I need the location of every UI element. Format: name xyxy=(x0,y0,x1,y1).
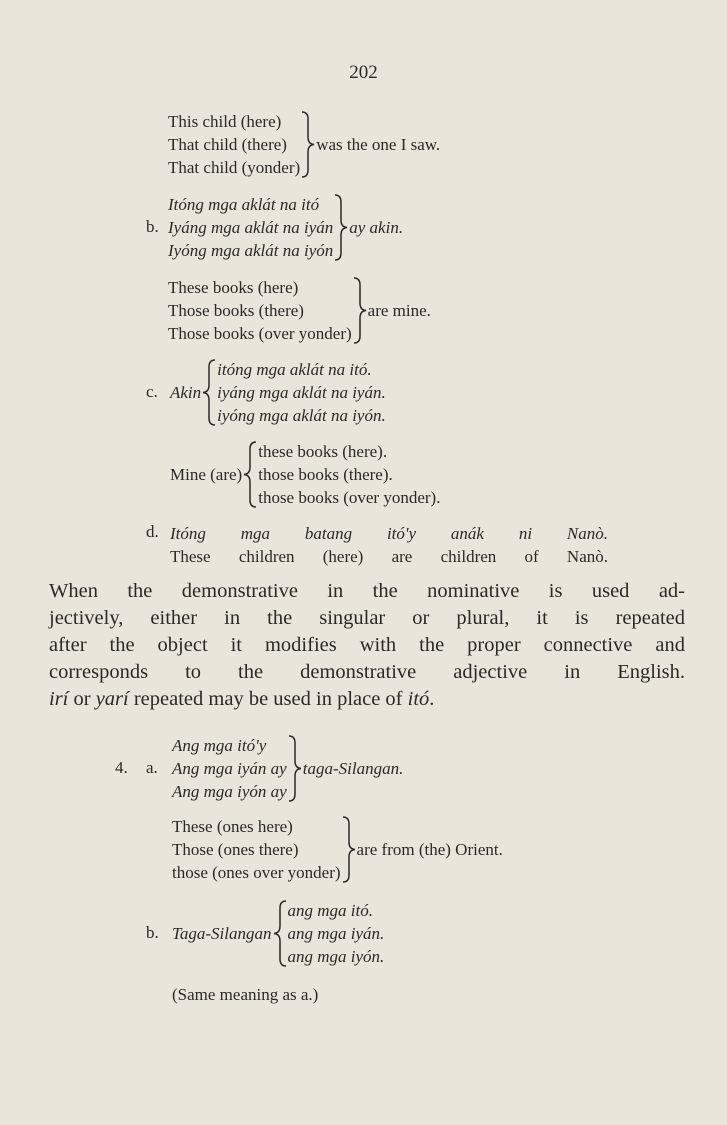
example-subject: Taga-Silangan xyxy=(172,924,272,943)
example-subject: Mine (are) xyxy=(170,465,243,484)
example-line: Ang mga iyón ay xyxy=(172,782,287,801)
example-line: ang mga itó. xyxy=(287,901,373,920)
word: children xyxy=(238,547,295,566)
example-child xyxy=(168,110,440,179)
example-line: Itóng mga aklát na itó xyxy=(168,195,320,214)
paragraph-line: after the object it modifies with the proper connective and xyxy=(49,634,685,656)
right-brace xyxy=(333,193,349,262)
example-lines xyxy=(217,358,386,427)
page-number: 202 xyxy=(349,62,378,83)
word: batang xyxy=(304,524,353,543)
example-label: b. xyxy=(146,217,159,236)
example-line: Those (ones there) xyxy=(172,840,299,859)
left-brace xyxy=(272,899,288,968)
english-sentence xyxy=(170,545,608,568)
example-line: iyóng mga aklát na iyón. xyxy=(217,406,386,425)
word: Itóng xyxy=(170,524,206,543)
left-brace xyxy=(242,440,258,509)
example-lines xyxy=(168,276,352,345)
note: (Same meaning as a.) xyxy=(172,985,319,1004)
right-brace xyxy=(352,276,368,345)
example-line: itóng mga aklát na itó. xyxy=(217,360,372,379)
paragraph-line xyxy=(49,686,685,713)
example-lines xyxy=(168,110,300,179)
example-label: b. xyxy=(146,923,159,942)
term: irí xyxy=(49,688,69,710)
example-line: These (ones here) xyxy=(172,817,293,836)
word: These xyxy=(170,547,211,566)
example-label: a. xyxy=(146,758,158,777)
example-lines xyxy=(258,440,440,509)
example-predicate: taga-Silangan. xyxy=(302,759,404,778)
example-b xyxy=(168,193,403,262)
word: (here) xyxy=(322,547,364,566)
example-predicate: was the one I saw. xyxy=(316,135,441,154)
term: itó xyxy=(407,688,430,710)
paragraph-line: jectively, either in the singular or plural, it is repeated xyxy=(49,607,685,629)
example-line: these books (here). xyxy=(258,442,388,461)
example-line: iyáng mga aklát na iyán. xyxy=(217,383,386,402)
word: itó'y xyxy=(386,524,417,543)
example-number: 4. xyxy=(115,758,128,777)
word: are xyxy=(391,547,413,566)
word: of xyxy=(524,547,539,566)
example-predicate: are mine. xyxy=(367,301,431,320)
example-predicate: are from (the) Orient. xyxy=(356,840,503,859)
example-predicate: ay akin. xyxy=(349,218,404,237)
right-brace xyxy=(300,110,316,179)
example-4b xyxy=(172,899,384,968)
body-paragraph xyxy=(49,578,685,713)
example-line: That child (there) xyxy=(168,135,287,154)
text: . xyxy=(429,688,435,710)
text: repeated may be used in place of xyxy=(128,688,408,710)
term: yarí xyxy=(95,688,129,710)
example-c xyxy=(170,358,386,427)
example-lines xyxy=(172,734,287,803)
paragraph-line: When the demonstrative in the nominative is used ad- xyxy=(49,580,685,602)
example-line: those books (over yonder). xyxy=(258,488,441,507)
word: Nanò. xyxy=(566,524,608,543)
right-brace xyxy=(341,815,357,884)
example-line: those (ones over yonder) xyxy=(172,863,341,882)
paragraph-line: corresponds to the demonstrative adjective in English. xyxy=(49,661,685,683)
example-line: Ang mga iyán ay xyxy=(172,759,287,778)
word: anák xyxy=(450,524,484,543)
word: Nanò. xyxy=(566,547,608,566)
example-line: Those books (over yonder) xyxy=(168,324,352,343)
example-line: Iyáng mga aklát na iyán xyxy=(168,218,334,237)
word: mga xyxy=(240,524,271,543)
example-line: ang mga iyán. xyxy=(287,924,385,943)
example-books xyxy=(168,276,431,345)
example-ones xyxy=(172,815,503,884)
word: ni xyxy=(518,524,533,543)
example-line: Those books (there) xyxy=(168,301,304,320)
example-d xyxy=(170,522,608,568)
example-lines xyxy=(172,815,341,884)
example-line: those books (there). xyxy=(258,465,393,484)
text: or xyxy=(68,688,96,710)
example-4a xyxy=(172,734,403,803)
tagalog-sentence xyxy=(170,522,608,545)
example-line: Ang mga itó'y xyxy=(172,736,267,755)
example-label: d. xyxy=(146,522,159,541)
example-line: These books (here) xyxy=(168,278,299,297)
example-line: Iyóng mga aklát na iyón xyxy=(168,241,334,260)
example-label: c. xyxy=(146,382,158,401)
example-lines xyxy=(288,899,385,968)
example-line: This child (here) xyxy=(168,112,282,131)
example-line: ang mga iyón. xyxy=(287,947,385,966)
word: children xyxy=(440,547,497,566)
example-line: That child (yonder) xyxy=(168,158,301,177)
example-subject: Akin xyxy=(170,383,202,402)
left-brace xyxy=(201,358,217,427)
example-mine xyxy=(170,440,440,509)
right-brace xyxy=(287,734,303,803)
example-lines xyxy=(168,193,333,262)
